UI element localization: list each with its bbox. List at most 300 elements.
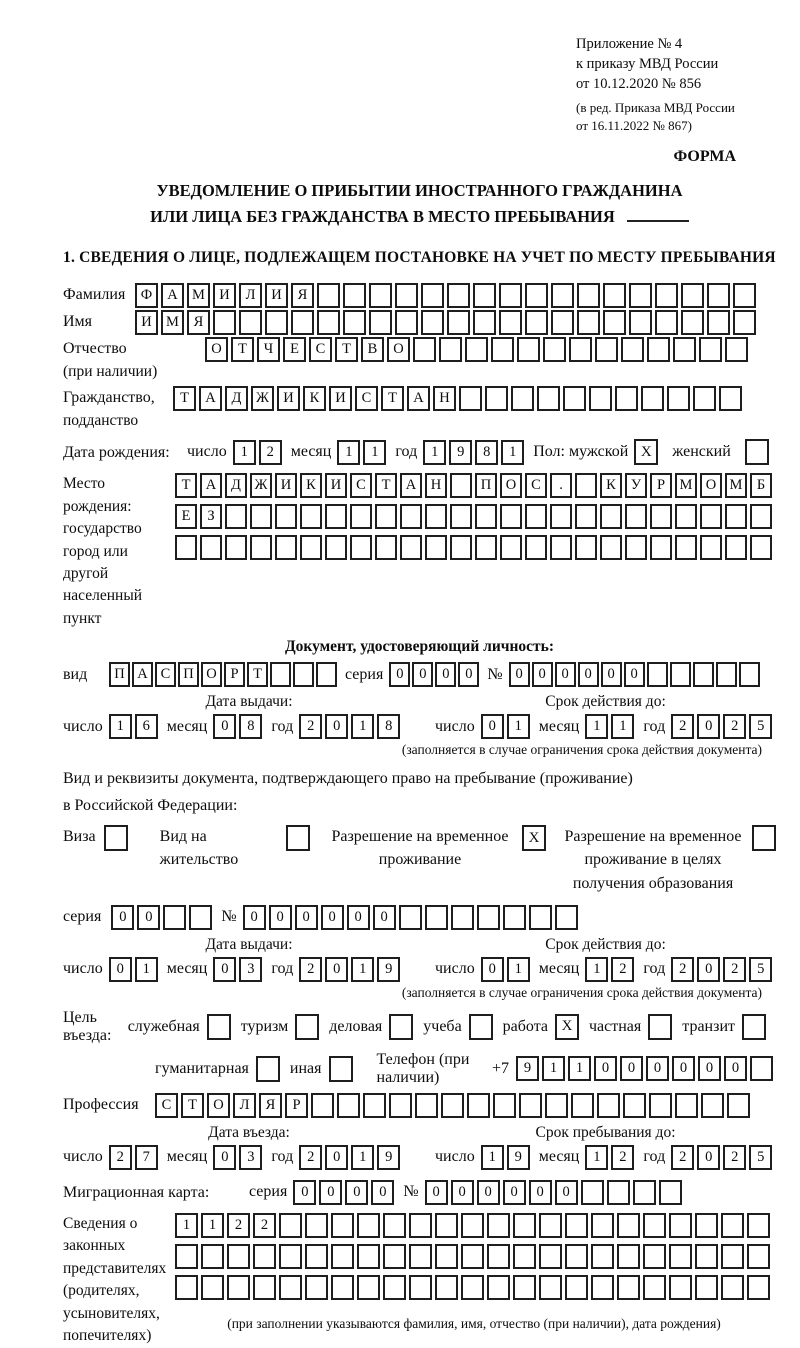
char-box[interactable] (487, 1244, 510, 1269)
char-box[interactable] (595, 337, 618, 362)
char-box[interactable] (625, 535, 647, 560)
char-box[interactable] (721, 1275, 744, 1300)
char-box[interactable]: У (625, 473, 647, 498)
char-box[interactable]: 1 (542, 1056, 565, 1081)
char-box[interactable]: 9 (449, 440, 472, 465)
char-box[interactable] (529, 905, 552, 930)
char-box[interactable] (421, 310, 444, 335)
char-box[interactable]: 0 (213, 957, 236, 982)
char-box[interactable] (435, 1275, 458, 1300)
char-box[interactable]: Т (175, 473, 197, 498)
char-box[interactable]: 1 (351, 1145, 374, 1170)
char-box[interactable] (331, 1213, 354, 1238)
char-box[interactable]: С (155, 1093, 178, 1118)
char-box[interactable]: Б (750, 473, 772, 498)
char-box[interactable]: 0 (481, 714, 504, 739)
char-box[interactable] (693, 662, 714, 687)
char-box[interactable]: 3 (239, 1145, 262, 1170)
char-box[interactable] (447, 310, 470, 335)
char-box[interactable] (291, 310, 314, 335)
char-box[interactable]: 2 (611, 957, 634, 982)
char-box[interactable] (513, 1244, 536, 1269)
char-box[interactable]: 9 (516, 1056, 539, 1081)
char-box[interactable] (625, 504, 647, 529)
char-box[interactable]: 0 (321, 905, 344, 930)
char-box[interactable]: Я (291, 283, 314, 308)
char-box[interactable]: 1 (175, 1213, 198, 1238)
char-box[interactable]: 2 (253, 1213, 276, 1238)
char-box[interactable] (499, 283, 522, 308)
char-box[interactable] (213, 310, 236, 335)
char-box[interactable]: М (675, 473, 697, 498)
char-box[interactable] (350, 535, 372, 560)
char-box[interactable]: 0 (373, 905, 396, 930)
char-box[interactable] (499, 310, 522, 335)
char-box[interactable] (621, 337, 644, 362)
char-box[interactable]: 0 (503, 1180, 526, 1205)
char-box[interactable] (695, 1213, 718, 1238)
char-box[interactable]: 0 (137, 905, 160, 930)
char-box[interactable] (275, 504, 297, 529)
char-box[interactable] (649, 1093, 672, 1118)
char-box[interactable]: С (350, 473, 372, 498)
char-box[interactable] (201, 1275, 224, 1300)
char-box[interactable] (539, 1275, 562, 1300)
char-box[interactable] (279, 1244, 302, 1269)
char-box[interactable] (316, 662, 337, 687)
char-box[interactable] (707, 310, 730, 335)
char-box[interactable] (300, 504, 322, 529)
char-box[interactable]: 0 (724, 1056, 747, 1081)
char-box[interactable]: 9 (377, 957, 400, 982)
char-box[interactable] (325, 535, 347, 560)
char-box[interactable] (343, 283, 366, 308)
char-box[interactable] (575, 504, 597, 529)
char-box[interactable] (461, 1244, 484, 1269)
char-box[interactable]: 7 (135, 1145, 158, 1170)
char-box[interactable] (395, 310, 418, 335)
char-box[interactable] (551, 283, 574, 308)
char-box[interactable]: И (277, 386, 300, 411)
char-box[interactable]: 0 (243, 905, 266, 930)
char-box[interactable]: И (275, 473, 297, 498)
char-box[interactable] (425, 504, 447, 529)
char-box[interactable] (733, 310, 756, 335)
char-box[interactable]: Л (233, 1093, 256, 1118)
char-box[interactable] (669, 1213, 692, 1238)
char-box[interactable] (641, 386, 664, 411)
char-box[interactable] (747, 1275, 770, 1300)
char-box[interactable] (450, 504, 472, 529)
char-box[interactable]: 0 (578, 662, 599, 687)
char-box[interactable]: А (200, 473, 222, 498)
char-box[interactable] (473, 283, 496, 308)
char-box[interactable] (597, 1093, 620, 1118)
char-box[interactable] (369, 310, 392, 335)
char-box[interactable] (399, 905, 422, 930)
char-box[interactable]: 0 (435, 662, 456, 687)
char-box[interactable] (539, 1244, 562, 1269)
char-box[interactable] (491, 337, 514, 362)
char-box[interactable]: 1 (585, 1145, 608, 1170)
char-box[interactable] (450, 473, 472, 498)
char-box[interactable]: 2 (671, 957, 694, 982)
char-box[interactable] (441, 1093, 464, 1118)
char-box[interactable]: К (600, 473, 622, 498)
char-box[interactable]: 2 (109, 1145, 132, 1170)
char-box[interactable]: С (525, 473, 547, 498)
char-box[interactable] (250, 504, 272, 529)
char-box[interactable]: 2 (723, 714, 746, 739)
char-box[interactable]: П (109, 662, 130, 687)
char-box[interactable]: 0 (325, 957, 348, 982)
char-box[interactable]: 0 (477, 1180, 500, 1205)
char-box[interactable] (525, 504, 547, 529)
char-box[interactable] (435, 1244, 458, 1269)
char-box[interactable]: Я (187, 310, 210, 335)
char-box[interactable]: 0 (697, 957, 720, 982)
char-box[interactable] (669, 1275, 692, 1300)
char-box[interactable]: 0 (325, 714, 348, 739)
char-box[interactable]: 1 (611, 714, 634, 739)
char-box[interactable]: 0 (109, 957, 132, 982)
char-box[interactable]: 1 (201, 1213, 224, 1238)
char-box[interactable] (537, 386, 560, 411)
char-box[interactable] (699, 337, 722, 362)
char-box[interactable] (550, 535, 572, 560)
char-box[interactable] (591, 1275, 614, 1300)
char-box[interactable]: 0 (672, 1056, 695, 1081)
char-box[interactable] (473, 310, 496, 335)
char-box[interactable] (500, 535, 522, 560)
char-box[interactable]: 2 (671, 714, 694, 739)
char-box[interactable]: 0 (412, 662, 433, 687)
char-box[interactable] (350, 504, 372, 529)
purpose-tourism-checkbox[interactable] (295, 1014, 319, 1040)
char-box[interactable]: 0 (697, 714, 720, 739)
char-box[interactable]: 0 (319, 1180, 342, 1205)
temp-residence-checkbox[interactable]: X (522, 825, 546, 851)
char-box[interactable]: 0 (481, 957, 504, 982)
char-box[interactable]: 1 (363, 440, 386, 465)
char-box[interactable]: С (309, 337, 332, 362)
char-box[interactable] (383, 1213, 406, 1238)
char-box[interactable] (305, 1213, 328, 1238)
char-box[interactable] (681, 283, 704, 308)
char-box[interactable]: И (135, 310, 158, 335)
char-box[interactable]: 0 (532, 662, 553, 687)
char-box[interactable]: 5 (749, 1145, 772, 1170)
char-box[interactable] (253, 1275, 276, 1300)
char-box[interactable]: И (329, 386, 352, 411)
char-box[interactable] (589, 386, 612, 411)
char-box[interactable]: 1 (337, 440, 360, 465)
char-box[interactable] (716, 662, 737, 687)
char-box[interactable] (337, 1093, 360, 1118)
char-box[interactable] (357, 1244, 380, 1269)
char-box[interactable]: 0 (269, 905, 292, 930)
char-box[interactable] (279, 1275, 302, 1300)
temp-residence-education-checkbox[interactable] (752, 825, 776, 851)
char-box[interactable]: О (700, 473, 722, 498)
char-box[interactable] (617, 1213, 640, 1238)
char-box[interactable] (369, 283, 392, 308)
char-box[interactable]: Т (247, 662, 268, 687)
char-box[interactable]: 0 (293, 1180, 316, 1205)
char-box[interactable] (409, 1244, 432, 1269)
char-box[interactable] (439, 337, 462, 362)
char-box[interactable] (375, 535, 397, 560)
char-box[interactable] (655, 310, 678, 335)
char-box[interactable] (675, 504, 697, 529)
char-box[interactable]: А (400, 473, 422, 498)
char-box[interactable]: 1 (233, 440, 256, 465)
char-box[interactable]: С (355, 386, 378, 411)
char-box[interactable]: 2 (227, 1213, 250, 1238)
char-box[interactable] (447, 283, 470, 308)
char-box[interactable] (409, 1213, 432, 1238)
char-box[interactable] (647, 337, 670, 362)
char-box[interactable]: 0 (624, 662, 645, 687)
char-box[interactable] (325, 504, 347, 529)
purpose-official-checkbox[interactable] (207, 1014, 231, 1040)
visa-checkbox[interactable] (104, 825, 128, 851)
char-box[interactable] (513, 1213, 536, 1238)
char-box[interactable] (629, 310, 652, 335)
char-box[interactable]: М (161, 310, 184, 335)
char-box[interactable]: 1 (135, 957, 158, 982)
char-box[interactable]: 1 (507, 957, 530, 982)
char-box[interactable]: 0 (347, 905, 370, 930)
char-box[interactable]: 0 (646, 1056, 669, 1081)
char-box[interactable]: Е (283, 337, 306, 362)
char-box[interactable]: Р (650, 473, 672, 498)
char-box[interactable] (577, 310, 600, 335)
char-box[interactable] (311, 1093, 334, 1118)
char-box[interactable]: Т (381, 386, 404, 411)
char-box[interactable] (721, 1213, 744, 1238)
char-box[interactable]: Т (173, 386, 196, 411)
char-box[interactable] (707, 283, 730, 308)
sex-female-checkbox[interactable] (745, 439, 769, 465)
char-box[interactable] (575, 535, 597, 560)
char-box[interactable] (569, 337, 592, 362)
char-box[interactable]: 1 (351, 714, 374, 739)
char-box[interactable]: . (550, 473, 572, 498)
char-box[interactable] (475, 504, 497, 529)
char-box[interactable] (577, 283, 600, 308)
char-box[interactable]: Ч (257, 337, 280, 362)
char-box[interactable] (239, 310, 262, 335)
char-box[interactable]: И (265, 283, 288, 308)
char-box[interactable] (227, 1244, 250, 1269)
char-box[interactable]: 5 (749, 957, 772, 982)
char-box[interactable]: З (200, 504, 222, 529)
char-box[interactable]: 0 (111, 905, 134, 930)
char-box[interactable] (581, 1180, 604, 1205)
sex-male-checkbox[interactable]: X (634, 439, 658, 465)
char-box[interactable] (383, 1244, 406, 1269)
char-box[interactable]: К (303, 386, 326, 411)
char-box[interactable] (600, 535, 622, 560)
char-box[interactable] (675, 1093, 698, 1118)
char-box[interactable] (487, 1275, 510, 1300)
char-box[interactable]: 0 (371, 1180, 394, 1205)
char-box[interactable] (175, 535, 197, 560)
char-box[interactable]: 0 (425, 1180, 448, 1205)
char-box[interactable]: Л (239, 283, 262, 308)
char-box[interactable] (305, 1275, 328, 1300)
char-box[interactable]: 1 (585, 957, 608, 982)
char-box[interactable]: 2 (723, 1145, 746, 1170)
char-box[interactable] (465, 337, 488, 362)
char-box[interactable] (293, 662, 314, 687)
char-box[interactable] (461, 1275, 484, 1300)
char-box[interactable] (519, 1093, 542, 1118)
char-box[interactable] (175, 1275, 198, 1300)
char-box[interactable]: П (475, 473, 497, 498)
char-box[interactable] (225, 504, 247, 529)
char-box[interactable]: 0 (509, 662, 530, 687)
char-box[interactable]: 3 (239, 957, 262, 982)
char-box[interactable]: Т (375, 473, 397, 498)
char-box[interactable] (525, 283, 548, 308)
char-box[interactable] (317, 283, 340, 308)
char-box[interactable] (477, 905, 500, 930)
char-box[interactable] (591, 1244, 614, 1269)
purpose-other-checkbox[interactable] (329, 1056, 353, 1082)
residence-permit-checkbox[interactable] (286, 825, 310, 851)
char-box[interactable] (201, 1244, 224, 1269)
char-box[interactable] (545, 1093, 568, 1118)
char-box[interactable] (681, 310, 704, 335)
char-box[interactable] (175, 1244, 198, 1269)
char-box[interactable]: 2 (299, 714, 322, 739)
char-box[interactable]: В (361, 337, 384, 362)
char-box[interactable] (565, 1244, 588, 1269)
purpose-private-checkbox[interactable] (648, 1014, 672, 1040)
char-box[interactable] (571, 1093, 594, 1118)
purpose-transit-checkbox[interactable] (742, 1014, 766, 1040)
char-box[interactable] (739, 662, 760, 687)
char-box[interactable] (750, 504, 772, 529)
char-box[interactable]: Д (225, 473, 247, 498)
char-box[interactable] (650, 535, 672, 560)
char-box[interactable]: 0 (620, 1056, 643, 1081)
char-box[interactable] (253, 1244, 276, 1269)
char-box[interactable] (629, 283, 652, 308)
char-box[interactable] (655, 283, 678, 308)
char-box[interactable] (389, 1093, 412, 1118)
char-box[interactable]: 0 (529, 1180, 552, 1205)
char-box[interactable] (643, 1244, 666, 1269)
char-box[interactable] (375, 504, 397, 529)
char-box[interactable] (415, 1093, 438, 1118)
char-box[interactable] (563, 386, 586, 411)
char-box[interactable]: 0 (451, 1180, 474, 1205)
char-box[interactable]: 0 (389, 662, 410, 687)
char-box[interactable]: 0 (345, 1180, 368, 1205)
char-box[interactable] (413, 337, 436, 362)
char-box[interactable] (600, 504, 622, 529)
char-box[interactable] (617, 1244, 640, 1269)
char-box[interactable] (659, 1180, 682, 1205)
char-box[interactable] (383, 1275, 406, 1300)
char-box[interactable] (551, 310, 574, 335)
purpose-study-checkbox[interactable] (469, 1014, 493, 1040)
char-box[interactable]: 0 (697, 1145, 720, 1170)
char-box[interactable]: 1 (351, 957, 374, 982)
char-box[interactable] (701, 1093, 724, 1118)
char-box[interactable] (493, 1093, 516, 1118)
char-box[interactable] (623, 1093, 646, 1118)
char-box[interactable] (265, 310, 288, 335)
char-box[interactable] (400, 504, 422, 529)
char-box[interactable]: О (387, 337, 410, 362)
char-box[interactable] (550, 504, 572, 529)
char-box[interactable]: О (500, 473, 522, 498)
char-box[interactable] (331, 1244, 354, 1269)
char-box[interactable] (189, 905, 212, 930)
char-box[interactable] (500, 504, 522, 529)
char-box[interactable] (450, 535, 472, 560)
char-box[interactable]: М (725, 473, 747, 498)
char-box[interactable] (409, 1275, 432, 1300)
char-box[interactable]: О (205, 337, 228, 362)
char-box[interactable]: 1 (501, 440, 524, 465)
char-box[interactable] (270, 662, 291, 687)
char-box[interactable] (725, 504, 747, 529)
char-box[interactable] (617, 1275, 640, 1300)
char-box[interactable]: 0 (594, 1056, 617, 1081)
char-box[interactable] (750, 535, 772, 560)
char-box[interactable]: 0 (213, 1145, 236, 1170)
char-box[interactable] (421, 283, 444, 308)
char-box[interactable]: А (132, 662, 153, 687)
char-box[interactable] (591, 1213, 614, 1238)
char-box[interactable]: П (178, 662, 199, 687)
char-box[interactable]: Ж (251, 386, 274, 411)
char-box[interactable] (733, 283, 756, 308)
char-box[interactable] (670, 662, 691, 687)
char-box[interactable] (331, 1275, 354, 1300)
char-box[interactable] (721, 1244, 744, 1269)
char-box[interactable]: 0 (213, 714, 236, 739)
char-box[interactable] (487, 1213, 510, 1238)
char-box[interactable]: 1 (481, 1145, 504, 1170)
char-box[interactable]: 0 (698, 1056, 721, 1081)
char-box[interactable] (517, 337, 540, 362)
char-box[interactable] (459, 386, 482, 411)
char-box[interactable]: Р (285, 1093, 308, 1118)
char-box[interactable] (395, 283, 418, 308)
char-box[interactable]: С (155, 662, 176, 687)
char-box[interactable] (643, 1275, 666, 1300)
char-box[interactable]: 2 (611, 1145, 634, 1170)
char-box[interactable] (343, 310, 366, 335)
purpose-humanitarian-checkbox[interactable] (256, 1056, 280, 1082)
char-box[interactable] (461, 1213, 484, 1238)
char-box[interactable] (163, 905, 186, 930)
char-box[interactable]: И (325, 473, 347, 498)
char-box[interactable] (667, 386, 690, 411)
char-box[interactable]: 0 (555, 1180, 578, 1205)
char-box[interactable] (700, 535, 722, 560)
char-box[interactable] (317, 310, 340, 335)
char-box[interactable] (513, 1275, 536, 1300)
char-box[interactable] (700, 504, 722, 529)
char-box[interactable] (435, 1213, 458, 1238)
